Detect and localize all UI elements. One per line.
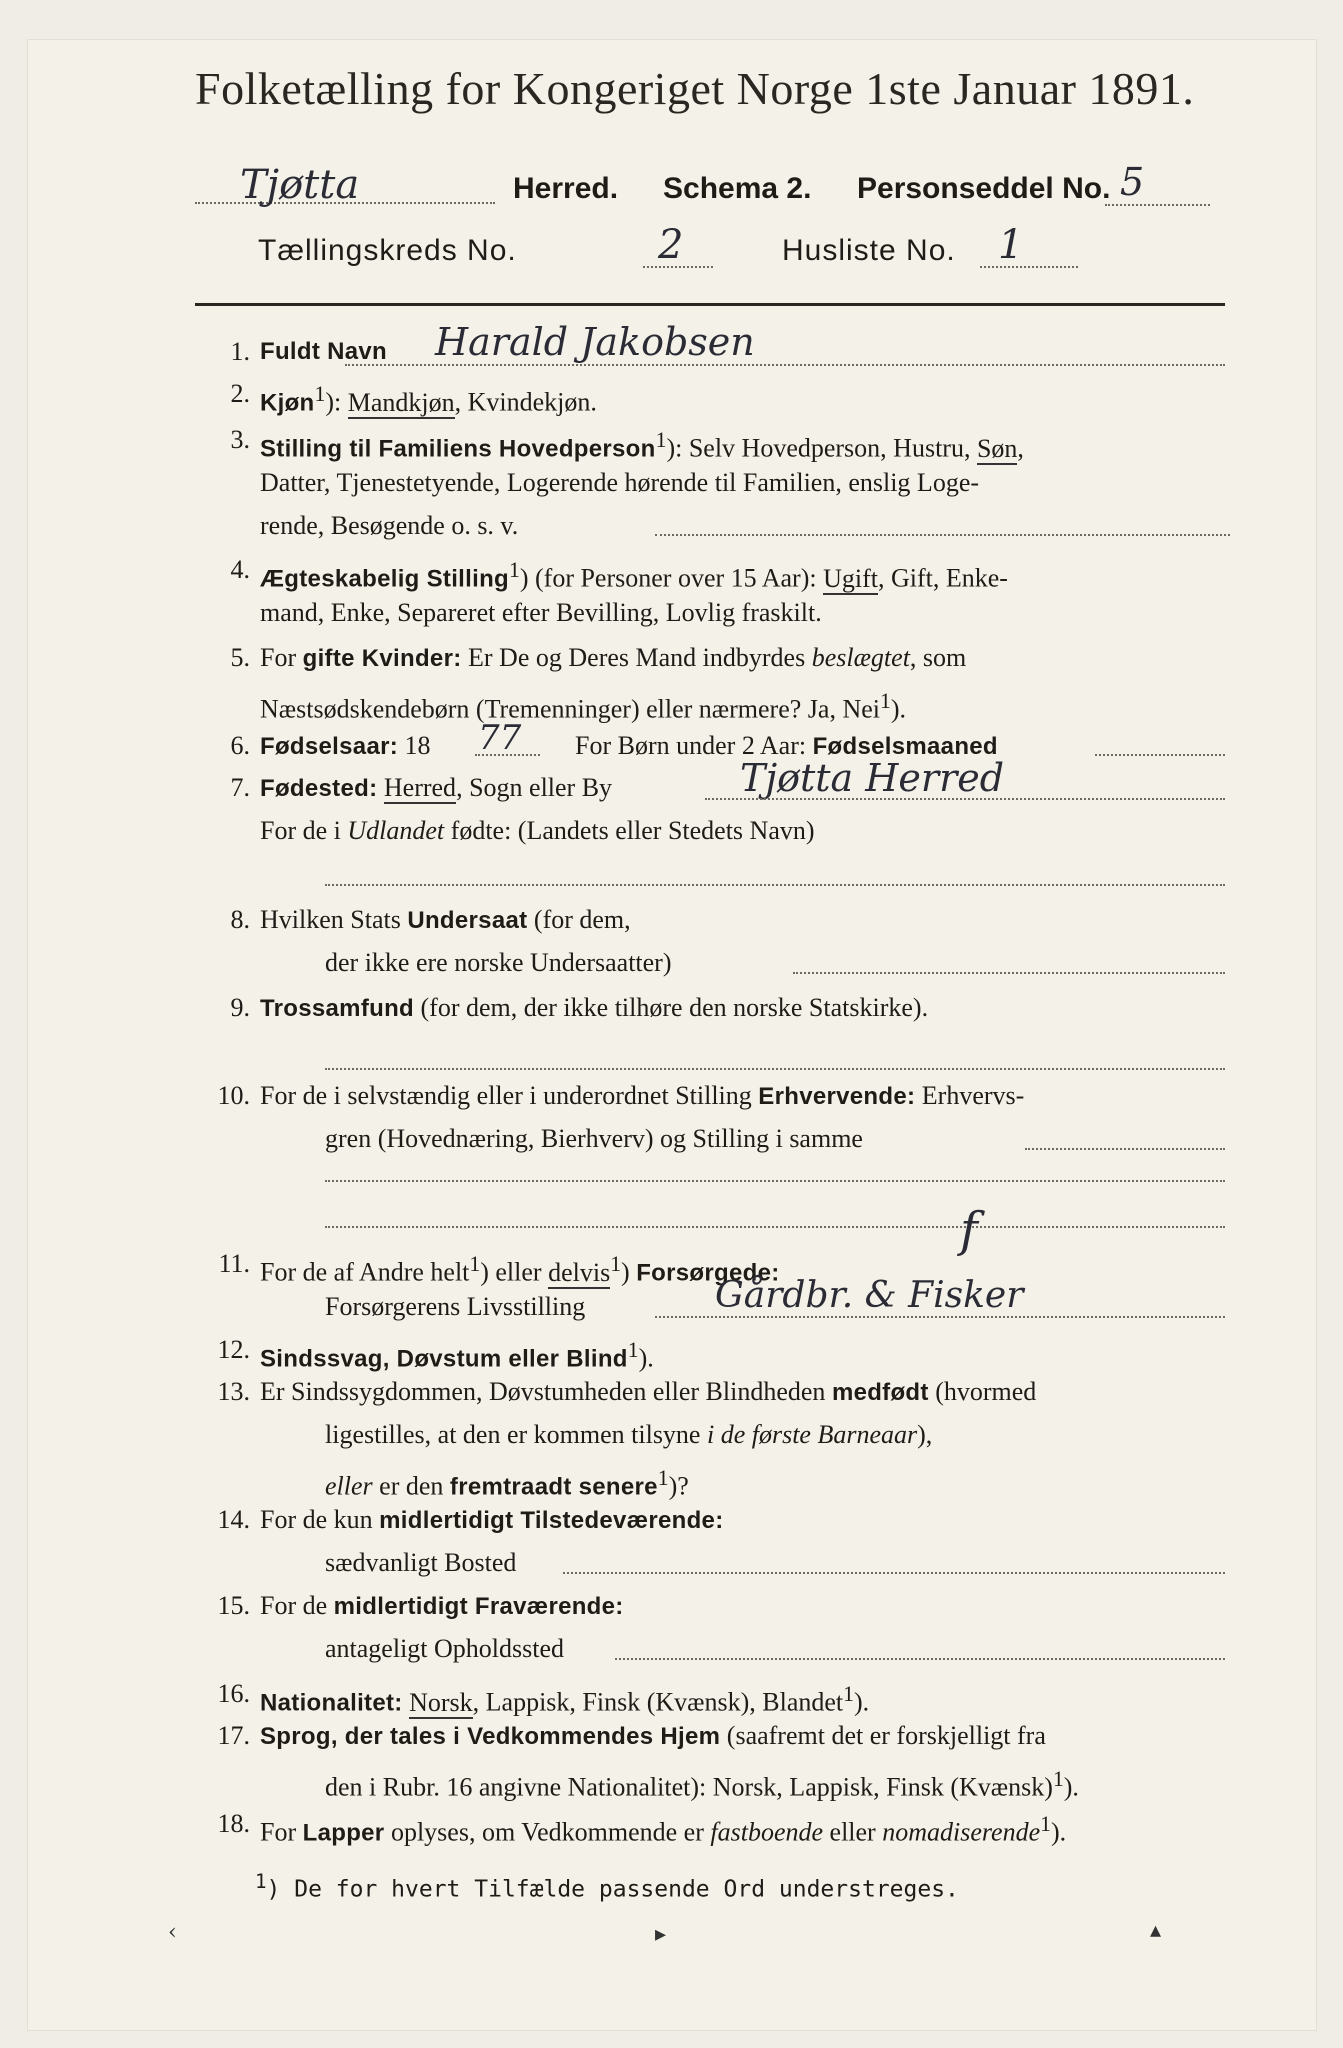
dotted-line — [1025, 1148, 1225, 1150]
item-text: ): — [325, 387, 348, 417]
item-label: Kjøn — [260, 389, 315, 417]
item-text: ). — [890, 694, 906, 724]
footnote — [255, 1870, 1155, 1903]
item-text: ) — [621, 1257, 637, 1287]
item-label: Fødselsmaaned — [812, 733, 998, 760]
form-title: Folketælling for Kongeriget Norge 1ste Januar 1891. — [195, 63, 1195, 114]
item-5 — [195, 638, 1230, 728]
footnote-text: ) De for hvert Tilfælde passende Ord understreges. — [266, 1876, 959, 1903]
herred-label: Herred. — [513, 172, 619, 205]
item-text: (for dem, der ikke tilhøre den norske Statskirke). — [414, 993, 929, 1022]
item-7 — [195, 756, 1230, 893]
selected-option: Ugift — [823, 563, 878, 593]
item-label: Stilling til Familiens Hovedperson — [260, 435, 656, 463]
margin-mark-icon: ▴ — [1150, 1918, 1162, 1943]
item-13 — [195, 1372, 1230, 1502]
item-text: , — [1017, 433, 1024, 463]
selected-option: Søn — [976, 433, 1018, 463]
item-text: sædvanligt Bosted — [325, 1548, 517, 1577]
item-3 — [195, 420, 1230, 550]
item-label: Sindssvag, Døvstum eller Blind — [260, 1345, 628, 1373]
item-label: Lapper — [302, 1819, 385, 1847]
personseddel-value: 5 — [1120, 160, 1145, 204]
item-label: Forsørgede: — [636, 1259, 780, 1287]
item-text: mand, Enke, Separeret efter Bevilling, Lovlig fraskilt. — [260, 598, 822, 627]
item-text: Erhvervs- — [915, 1081, 1025, 1110]
item-text: ) eller — [480, 1257, 549, 1287]
item-number: 4. — [230, 555, 250, 584]
item-text: For — [260, 643, 303, 672]
item-text: rende, Besøgende o. s. v. — [260, 511, 519, 540]
item-text: , Gift, Enke- — [877, 563, 1008, 593]
item-text: ), — [917, 1420, 933, 1449]
item-text: ). — [1050, 1817, 1067, 1847]
item-1 — [195, 320, 1230, 376]
item-17 — [195, 1716, 1230, 1806]
item-number: 11. — [218, 1249, 250, 1278]
footnote-marker: 1 — [255, 1870, 267, 1893]
dotted-line — [325, 1226, 1225, 1228]
item-text: (for dem, — [527, 905, 631, 934]
item-number: 6. — [230, 731, 250, 760]
item-9 — [195, 988, 1230, 1078]
item-text: Udlandet — [347, 816, 445, 845]
item-text: nomadiserende — [882, 1817, 1041, 1847]
item-text: ). — [1063, 1772, 1079, 1802]
dotted-line — [793, 972, 1225, 974]
birth-year-value: 77 — [478, 718, 522, 758]
item-16 — [195, 1674, 1230, 1718]
item-label: Sprog, der tales i Vedkommendes Hjem — [260, 1723, 721, 1750]
birthplace-value: Tjøtta Herred — [740, 756, 1005, 800]
item-text: Er De og Deres Mand indbyrdes — [461, 643, 812, 672]
option-delvis: delvis — [548, 1257, 611, 1287]
footnote-ref: 1 — [655, 428, 667, 452]
item-text: For de af Andre — [260, 1257, 431, 1287]
item-label: medfødt — [831, 1379, 929, 1406]
margin-mark-icon: ‹ — [168, 1920, 177, 1945]
name-dotted-line — [345, 364, 1225, 366]
item-text: For de i — [260, 816, 348, 845]
item-8 — [195, 900, 1230, 990]
item-text: fastboende — [710, 1817, 824, 1847]
herred-value: Tjøtta — [240, 162, 360, 208]
item-number: 1. — [230, 337, 250, 366]
husliste-dotted-line — [980, 266, 1078, 268]
item-text: ): Selv Hovedperson, Hustru, — [666, 433, 977, 463]
item-label: Fuldt Navn — [260, 338, 387, 365]
selected-option: Herred — [383, 773, 457, 802]
item-text: fødte: (Landets eller Stedets Navn) — [444, 816, 815, 845]
kreds-line — [258, 222, 1158, 280]
margin-mark-icon: ▸ — [655, 1922, 667, 1947]
dotted-line — [325, 1068, 1225, 1070]
item-label: Fødested: — [260, 775, 378, 802]
footnote-ref: 1 — [314, 382, 326, 406]
year-dotted-line — [475, 754, 540, 756]
item-number: 2. — [230, 379, 250, 408]
item-number: 8. — [230, 905, 250, 934]
item-12 — [195, 1330, 1230, 1374]
item-number: 14. — [217, 1505, 250, 1534]
item-text: (hvormed — [928, 1377, 1037, 1406]
item-text: For de kun — [260, 1505, 380, 1534]
dotted-line — [325, 1180, 1225, 1182]
item-number: 3. — [230, 425, 250, 454]
dotted-line — [655, 534, 1230, 536]
item-text: , Sogn eller By — [456, 773, 613, 802]
item-text: )? — [668, 1471, 689, 1501]
item-text: , Lappisk, Finsk (Kvænsk), Blandet — [472, 1687, 844, 1717]
husliste-value: 1 — [998, 222, 1024, 268]
item-text: gren (Hovednæring, Bierhverv) og Stilling i samme — [325, 1124, 863, 1153]
item-text: oplyses, om Vedkommende er — [384, 1817, 711, 1847]
selected-option: Norsk — [409, 1687, 473, 1717]
dotted-line — [615, 1658, 1225, 1660]
item-label: Undersaat — [407, 907, 528, 934]
option-helt: helt — [430, 1257, 470, 1287]
item-number: 13. — [217, 1377, 250, 1406]
item-text: beslægtet — [811, 643, 910, 672]
footnote-ref: 1 — [1052, 1767, 1064, 1791]
kreds-dotted-line — [643, 266, 713, 268]
birthplace-dotted-line — [705, 798, 1225, 800]
footnote-ref: 1 — [1040, 1812, 1051, 1836]
item-6 — [195, 718, 1230, 770]
item-label: Trossamfund — [260, 995, 414, 1022]
selected-option: Mandkjøn — [347, 387, 455, 417]
item-label: Ægteskabelig Stilling — [260, 565, 510, 593]
item-4 — [195, 550, 1230, 640]
footnote-ref: 1 — [880, 689, 891, 713]
item-label: Fødselsaar: — [260, 733, 399, 760]
item-number: 10. — [217, 1081, 250, 1110]
header-rule — [195, 303, 1225, 306]
item-text: er den — [372, 1471, 450, 1501]
item-number: 5. — [230, 643, 250, 672]
dotted-line — [563, 1572, 1225, 1574]
item-label: Nationalitet: — [260, 1689, 403, 1717]
item-text: eller — [325, 1471, 373, 1501]
item-number: 17. — [217, 1721, 250, 1750]
item-text: (saafremt det er forskjelligt fra — [720, 1721, 1046, 1750]
item-number: 12. — [217, 1335, 250, 1364]
footnote-ref: 1 — [657, 1466, 669, 1490]
item-label: fremtraadt senere — [449, 1473, 658, 1501]
item-number: 18. — [217, 1809, 250, 1838]
dotted-line — [325, 884, 1225, 886]
item-text: Er Sindssygdommen, Døvstumheden eller Blindheden — [260, 1377, 832, 1406]
item-text: , som — [909, 643, 967, 672]
item-text: Forsørgerens Livsstilling — [325, 1292, 586, 1321]
personseddel-label: Personseddel No. — [857, 172, 1111, 205]
herred-line — [195, 160, 1235, 220]
item-text: antageligt Opholdssted — [325, 1634, 565, 1663]
item-number: 7. — [230, 773, 250, 802]
provider-occupation-value: Gårdbr. & Fisker — [715, 1275, 1024, 1316]
kreds-value: 2 — [658, 222, 684, 268]
item-number: 9. — [230, 993, 250, 1022]
item-text: Datter, Tjenestetyende, Logerende hørende til Familien, enslig Loge- — [260, 468, 980, 497]
item-label: midlertidigt Tilstedeværende: — [379, 1507, 724, 1534]
item-text: eller — [823, 1817, 883, 1847]
schema-label: Schema 2. — [663, 172, 812, 205]
item-text: For Børn under 2 Aar: — [575, 731, 813, 760]
item-text: For de — [260, 1591, 334, 1620]
item-15 — [195, 1586, 1230, 1676]
item-number: 15. — [217, 1591, 250, 1620]
item-18 — [195, 1804, 1230, 1848]
item-text: i de første Barneaar — [706, 1420, 918, 1449]
item-text: ). — [853, 1687, 870, 1717]
item-label: midlertidigt Fraværende: — [333, 1593, 624, 1620]
item-text: Næstsødskendebørn (Tremenninger) eller nærmere? Ja, Nei — [260, 694, 880, 724]
item-text: ). — [638, 1343, 654, 1373]
item-text: ligestilles, at den er kommen tilsyne — [325, 1420, 707, 1449]
supported-mark: f — [960, 1202, 978, 1258]
full-name-value: Harald Jakobsen — [435, 320, 755, 364]
month-dotted-line — [1095, 754, 1225, 756]
item-label: gifte Kvinder: — [302, 645, 462, 672]
item-text: For — [260, 1817, 303, 1847]
footnote-ref: 1 — [610, 1252, 622, 1276]
item-text: For de i selvstændig eller i underordnet Stilling — [260, 1081, 759, 1110]
item-2 — [195, 374, 1230, 417]
year-prefix: 18 — [398, 731, 431, 760]
item-text: ) (for Personer over 15 Aar): — [519, 563, 824, 593]
item-number: 16. — [217, 1679, 250, 1708]
kreds-label: Tællingskreds No. — [258, 234, 517, 267]
item-text: , Kvindekjøn. — [454, 387, 597, 417]
dotted-line — [655, 1316, 1225, 1318]
footnote-ref: 1 — [509, 558, 520, 582]
item-text: der ikke ere norske Undersaatter) — [325, 948, 672, 977]
footnote-ref: 1 — [627, 1338, 639, 1362]
footnote-ref: 1 — [843, 1682, 854, 1706]
item-text: Hvilken Stats — [260, 905, 408, 934]
item-label: Erhvervende: — [758, 1083, 916, 1110]
item-text: den i Rubr. 16 angivne Nationalitet): Norsk, Lappisk, Finsk (Kvænsk) — [325, 1772, 1053, 1802]
husliste-label: Husliste No. — [782, 234, 956, 267]
personseddel-dotted-line — [1105, 204, 1210, 206]
item-11 — [195, 1202, 1230, 1334]
item-14 — [195, 1500, 1230, 1590]
item-10 — [195, 1076, 1230, 1236]
footnote-ref: 1 — [469, 1252, 481, 1276]
